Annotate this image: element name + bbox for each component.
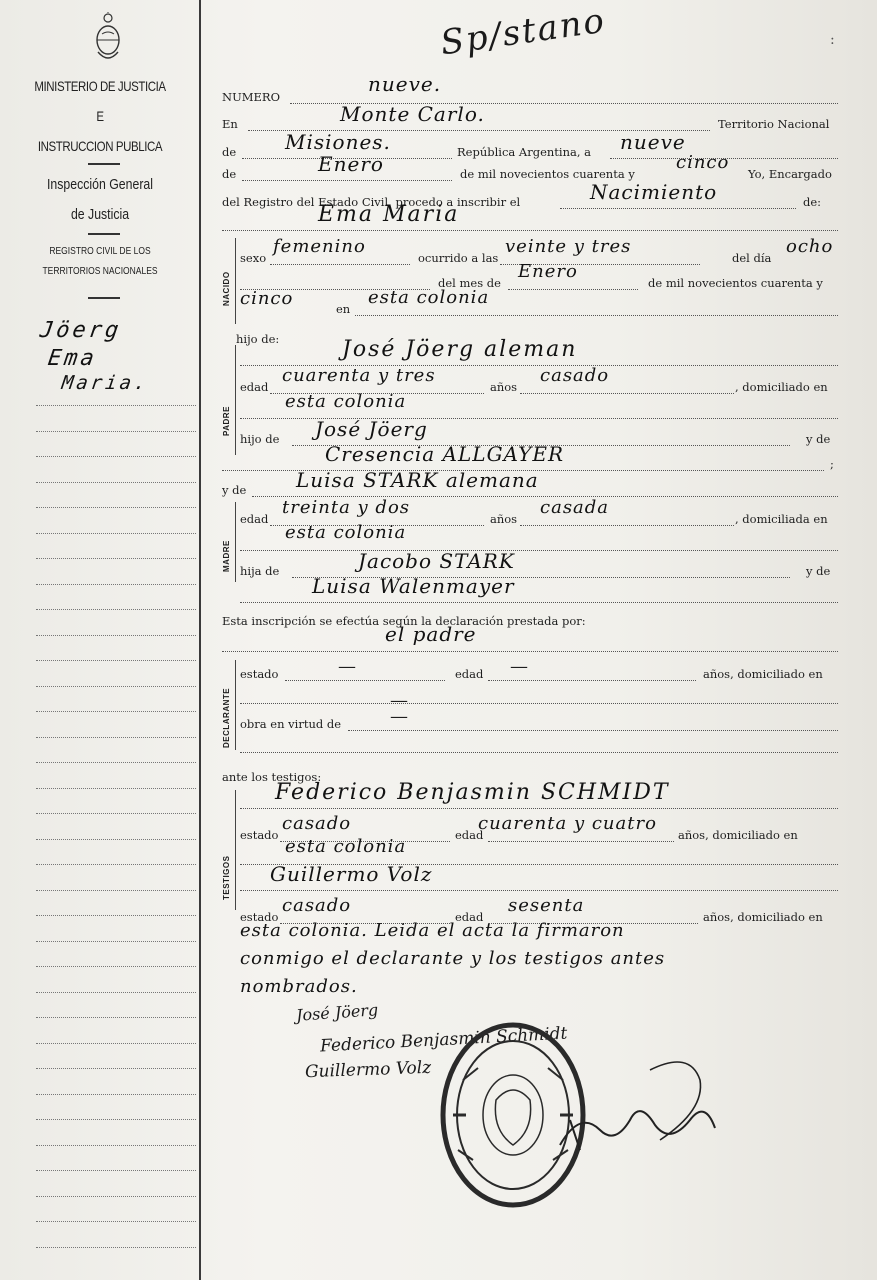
witness2-age-value: sesenta [508, 895, 585, 916]
day-value: nueve [620, 130, 686, 154]
month-value: Enero [318, 152, 384, 176]
margin-ruled-line [36, 507, 196, 508]
signature-declarant: José Jöerg [295, 1000, 379, 1025]
dotted-line [520, 525, 734, 526]
margin-ruled-line [36, 1221, 196, 1222]
divider [88, 163, 120, 165]
witness1-status-value: casado [282, 813, 352, 834]
margin-ruled-line [36, 762, 196, 763]
semicolon: ; [830, 457, 834, 471]
margin-ruled-line [36, 915, 196, 916]
margin-ruled-line [36, 1017, 196, 1018]
dotted-line [355, 315, 838, 316]
margin-ruled-line [36, 431, 196, 432]
dotted-line [240, 752, 838, 753]
margin-ruled-line [36, 1196, 196, 1197]
estado-label: estado [240, 667, 279, 681]
margin-ruled-line [36, 788, 196, 789]
witness2-status-value: casado [282, 895, 352, 916]
witness1-age-value: cuarenta y cuatro [478, 813, 657, 834]
section-bracket [235, 238, 236, 324]
father-domicile-value: esta colonia [285, 391, 407, 412]
hijo-label: hijo de: [236, 332, 280, 346]
y-de-label: y de [806, 432, 831, 446]
margin-ruled-line [36, 1094, 196, 1095]
mother-domicile-value: esta colonia [285, 522, 407, 543]
dotted-line [242, 180, 452, 181]
birth-place-value: esta colonia [368, 287, 490, 308]
year-label: de mil novecientos cuarenta y [460, 167, 635, 181]
de-label: de [222, 145, 237, 159]
hijo-de-label: hijo de [240, 432, 280, 446]
margin-ruled-line [36, 992, 196, 993]
margin-ruled-line [36, 558, 196, 559]
ministry-line-3: INSTRUCCION PUBLICA [37, 138, 163, 154]
dotted-line [270, 264, 410, 265]
margin-ruled-line [36, 966, 196, 967]
numero-label: NUMERO [222, 90, 281, 104]
anos-dom-label: años, domiciliado en [703, 910, 823, 924]
margin-ruled-line [36, 941, 196, 942]
estado-label: estado [240, 828, 279, 842]
inspection-line-2: de Justicia [70, 206, 130, 223]
hour-value: veinte y tres [505, 236, 632, 257]
anos-label: años [490, 380, 518, 394]
dotted-line [240, 602, 838, 603]
dotted-line [285, 680, 445, 681]
mother-name-value: Luisa STARK alemana [296, 468, 539, 492]
signature-witness-1: Federico Benjasmin Schmidt [319, 1023, 568, 1057]
birth-year-value: cinco [240, 288, 294, 309]
margin-ruled-line [36, 813, 196, 814]
sexo-label: sexo [240, 251, 267, 265]
dotted-line [488, 680, 696, 681]
section-bracket [235, 660, 236, 750]
father-age-value: cuarenta y tres [282, 365, 436, 386]
dotted-line [508, 289, 638, 290]
registry-line-2: TERRITORIOS NACIONALES [42, 266, 158, 277]
margin-ruled-line [36, 686, 196, 687]
dotted-line [520, 393, 734, 394]
edad2-label: edad [455, 910, 484, 924]
anos-label: años [490, 512, 518, 526]
act-type-value: Nacimiento [590, 180, 718, 204]
republica-label: República Argentina, a [457, 145, 592, 159]
margin-surname: Jöerg [38, 318, 123, 343]
sexo-value: femenino [273, 236, 366, 257]
testigos-intro-label: ante los testigos: [222, 770, 322, 784]
margin-ruled-line [36, 1119, 196, 1120]
margin-ruled-line [36, 456, 196, 457]
en2-label: en [336, 302, 351, 316]
domiciliada-label: , domiciliada en [735, 512, 828, 526]
birth-month-value: Enero [518, 261, 578, 282]
estado-dash: — [338, 656, 356, 677]
dotted-line [240, 550, 838, 551]
del-dia-label: del día [732, 251, 772, 265]
padre-section-label: PADRE [222, 406, 231, 436]
declarante-value: el padre [385, 622, 477, 646]
mother-status-value: casada [540, 497, 610, 518]
year-value: cinco [676, 152, 730, 173]
section-bracket [235, 790, 236, 910]
margin-ruled-line [36, 864, 196, 865]
territory-value: Misiones. [285, 130, 391, 154]
edad2-label: edad [455, 828, 484, 842]
margin-ruled-line [36, 482, 196, 483]
domiciliado-label: , domiciliado en [735, 380, 828, 394]
margin-ruled-line [36, 609, 196, 610]
ocurrido-label: ocurrido a las [418, 251, 499, 265]
ministry-line-2: E [96, 108, 104, 124]
edad-dash: — [510, 656, 528, 677]
dotted-line [222, 230, 838, 231]
margin-first-name: Ema [46, 346, 99, 371]
father-name-value: José Jöerg aleman [342, 337, 578, 362]
closing-line-1: esta colonia. Leida el acta la firmaron [240, 920, 625, 941]
corner-mark: : [830, 32, 835, 48]
y-de-label: y de [806, 564, 831, 578]
ministry-line-1: MINISTERIO DE JUSTICIA [34, 78, 166, 94]
margin-ruled-line [36, 1145, 196, 1146]
paternal-grandfather-value: José Jöerg [315, 417, 428, 441]
domicile-dash: — [390, 690, 408, 711]
coat-of-arms-icon [93, 12, 123, 64]
margin-ruled-line [36, 839, 196, 840]
de2-label: de [222, 167, 237, 181]
hija-de-label: hija de [240, 564, 280, 578]
numero-value: nueve. [368, 72, 442, 96]
signature-witness-2: Guillermo Volz [304, 1057, 432, 1083]
margin-ruled-line [36, 533, 196, 534]
section-bracket [235, 345, 236, 455]
dotted-line [560, 208, 796, 209]
divider [88, 233, 120, 235]
registro-label: del Registro del Estado Civil, procedo a inscribir el [222, 195, 521, 209]
paternal-grandmother-value: Cresencia ALLGAYER [325, 442, 565, 466]
estado-label: estado [240, 910, 279, 924]
obra-dash: — [390, 706, 408, 727]
margin-ruled-line [36, 737, 196, 738]
margin-ruled-line [36, 660, 196, 661]
margin-ruled-line [36, 1068, 196, 1069]
column-divider [199, 0, 201, 1280]
witness1-domicile-value: esta colonia [285, 836, 407, 857]
left-margin-column [0, 0, 200, 1280]
child-name-value: Ema Maria [318, 202, 460, 227]
margin-ruled-line [36, 405, 196, 406]
inscripcion-label: Esta inscripción se efectúa según la declaración prestada por: [222, 614, 586, 628]
territorio-label: Territorio Nacional [718, 117, 830, 131]
dotted-line [240, 808, 838, 809]
de3-label: de: [803, 195, 822, 209]
margin-second-name: Maria. [60, 372, 151, 394]
ydem-label: y de [222, 483, 247, 497]
registry-line-1: REGISTRO CIVIL DE LOS [49, 246, 151, 257]
margin-ruled-line [36, 890, 196, 891]
margin-ruled-line [36, 1043, 196, 1044]
dotted-line [240, 703, 838, 704]
declarante-section-label: DECLARANTE [222, 687, 231, 748]
maternal-grandfather-value: Jacobo STARK [358, 549, 515, 573]
edad2-label: edad [455, 667, 484, 681]
testigos-section-label: TESTIGOS [222, 855, 231, 900]
en-label: En [222, 117, 238, 131]
yo-encargado-label: Yo, Encargado [748, 167, 832, 181]
header-annotation: Sp/stano [438, 0, 609, 64]
dotted-line [222, 651, 838, 652]
father-status-value: casado [540, 365, 610, 386]
divider [88, 297, 120, 299]
birth-day-value: ocho [786, 236, 834, 257]
inspection-line-1: Inspección General [47, 176, 153, 193]
nacido-section-label: NACIDO [222, 271, 231, 306]
anos-dom-label: años, domiciliado en [678, 828, 798, 842]
margin-ruled-line [36, 635, 196, 636]
edad-label: edad [240, 380, 269, 394]
dotted-line [240, 890, 838, 891]
margin-ruled-line [36, 1247, 196, 1248]
margin-ruled-line [36, 584, 196, 585]
margin-ruled-line [36, 711, 196, 712]
closing-line-2: conmigo el declarante y los testigos antes [240, 948, 666, 969]
closing-line-3: nombrados. [240, 976, 358, 997]
locality-value: Monte Carlo. [340, 102, 485, 126]
registrar-signature-icon [540, 1050, 720, 1160]
madre-section-label: MADRE [222, 540, 231, 572]
dotted-line [348, 730, 838, 731]
mes-label: del mes de [438, 276, 501, 290]
mother-age-value: treinta y dos [282, 497, 411, 518]
maternal-grandmother-value: Luisa Walenmayer [312, 574, 515, 598]
section-bracket [235, 502, 236, 582]
margin-ruled-line [36, 1170, 196, 1171]
anos-dom-label: años, domiciliado en [703, 667, 823, 681]
edad-label: edad [240, 512, 269, 526]
dotted-line [488, 841, 674, 842]
birth-year-label: de mil novecientos cuarenta y [648, 276, 823, 290]
witness2-name-value: Guillermo Volz [270, 862, 433, 886]
witness1-name-value: Federico Benjasmin SCHMIDT [275, 780, 670, 805]
obra-label: obra en virtud de [240, 717, 342, 731]
